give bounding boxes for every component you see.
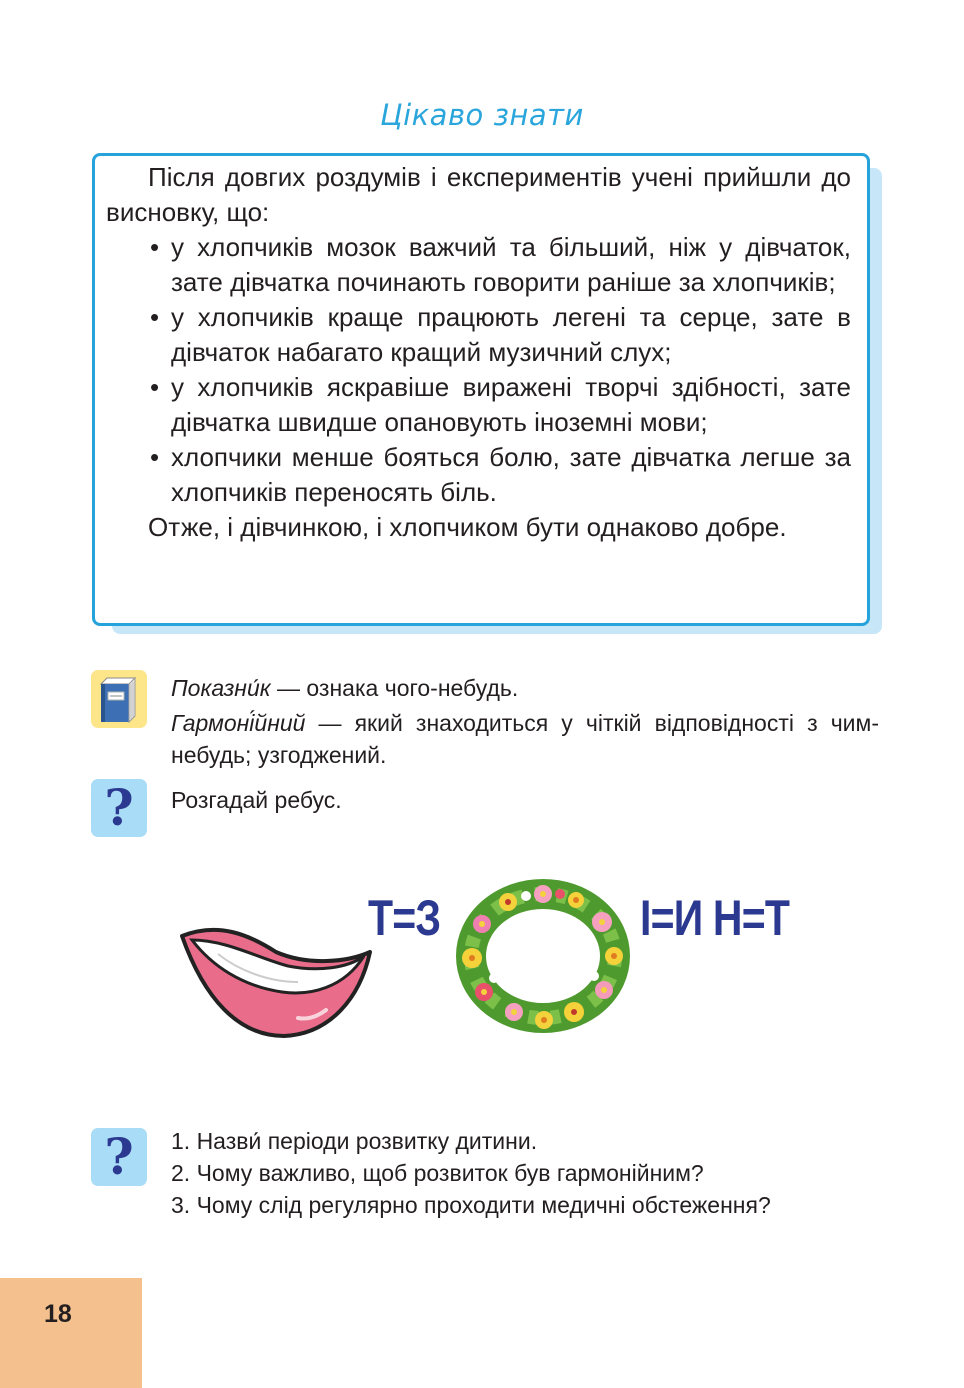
task-text: Розгадай ребус. bbox=[171, 787, 342, 813]
dictionary-book-icon bbox=[91, 670, 147, 728]
bullet-icon: • bbox=[150, 442, 160, 472]
glossary-term: Показни́к bbox=[171, 675, 271, 701]
info-bullet-text: у хлопчиків мозок важчий та більший, ніж у дівчаток, зате дівчатка починають говорити раніше за хлопчиків; bbox=[171, 232, 851, 297]
info-bullet bbox=[150, 440, 851, 510]
glossary-entry bbox=[171, 707, 879, 771]
glossary-definition: — ознака чого-небудь. bbox=[270, 675, 519, 701]
question-mark-icon: ? bbox=[91, 779, 147, 837]
question-item: 1. Назви́ періоди розвитку дитини. bbox=[171, 1128, 538, 1154]
page-number-tab bbox=[0, 1278, 142, 1388]
question-item: 3. Чому слід регулярно проходити медичні обстеження? bbox=[171, 1192, 771, 1218]
rebus-clue-1: Т=З bbox=[368, 890, 441, 946]
question-list bbox=[171, 1125, 771, 1221]
flower-wreath-image bbox=[448, 878, 638, 1034]
glossary-entry bbox=[171, 672, 518, 704]
bullet-icon: • bbox=[150, 302, 160, 332]
info-intro: Після довгих роздумів і експериментів учені прийшли до висновку, що: bbox=[106, 162, 851, 227]
info-bullet-text: хлопчики менше бояться болю, зате дівчатка легше за хлопчиків переносять біль. bbox=[171, 442, 851, 507]
info-bullet-text: у хлопчиків краще працюють легені та серце, зате в дівчаток набагато кращий музичний слух; bbox=[171, 302, 851, 367]
rebus-clue-2: І=И Н=Т bbox=[640, 890, 790, 946]
info-bullet bbox=[150, 230, 851, 300]
section-title: Цікаво знати bbox=[380, 98, 584, 132]
info-bullet bbox=[150, 370, 851, 440]
info-box-text bbox=[106, 160, 851, 545]
question-mark-icon: ? bbox=[91, 1128, 147, 1186]
bullet-icon: • bbox=[150, 232, 160, 262]
question-item: 2. Чому важливо, щоб розвиток був гармонійним? bbox=[171, 1160, 704, 1186]
glossary-definition: — який знаходиться у чіткій відповідності з чим-небудь; узгоджений. bbox=[171, 710, 879, 768]
info-bullet-list bbox=[106, 230, 851, 510]
glossary-term: Гармоні́йний bbox=[171, 710, 306, 736]
bullet-icon: • bbox=[150, 372, 160, 402]
info-bullet bbox=[150, 300, 851, 370]
info-conclusion: Отже, і дівчинкою, і хлопчиком бути однаково добре. bbox=[148, 512, 787, 542]
page-number: 18 bbox=[44, 1300, 72, 1328]
lips-image bbox=[178, 910, 374, 1040]
info-bullet-text: у хлопчиків яскравіше виражені творчі здібності, зате дівчатка швидше опановують іноземні мови; bbox=[171, 372, 851, 437]
